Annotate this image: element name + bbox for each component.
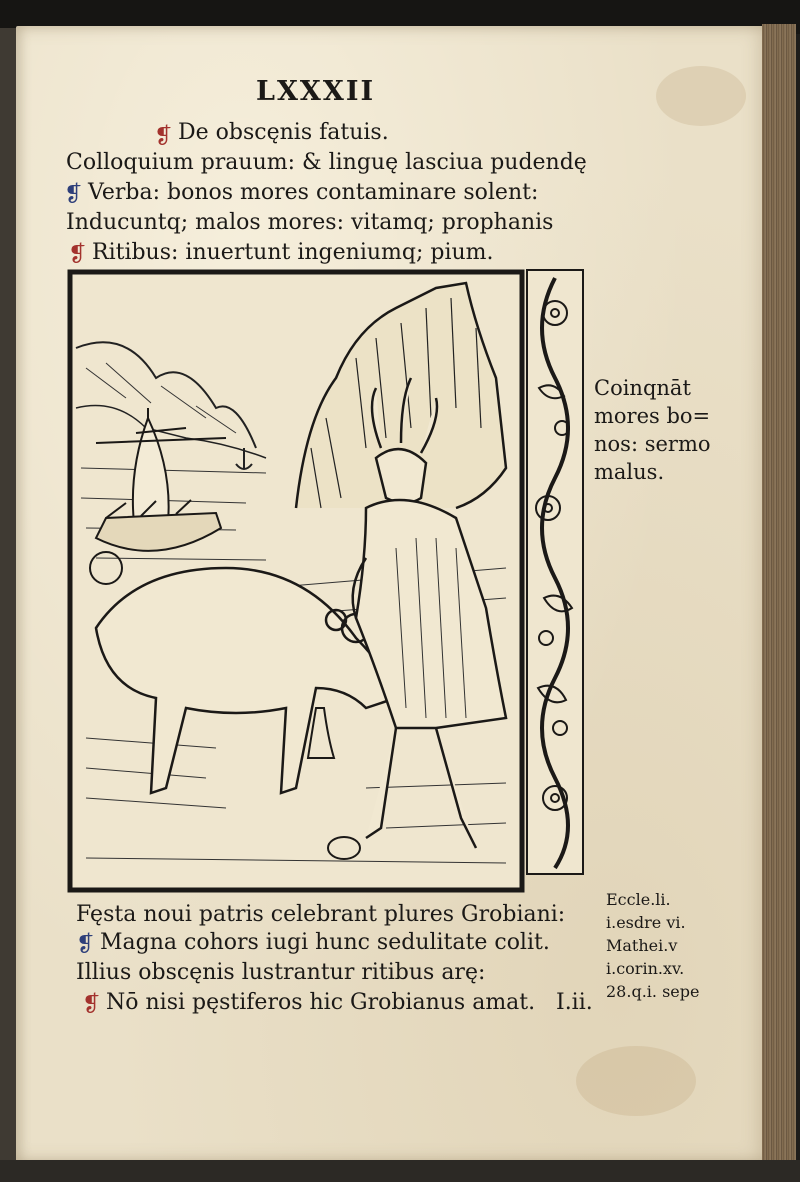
side-gloss-line-2: mores bo= — [594, 404, 711, 428]
verse-line-8: Nō nisi pęstiferos hic Grobianus amat. — [106, 990, 536, 1015]
verse-line-4: Ritibus: inuertunt ingeniumq; pium. — [92, 240, 494, 265]
paragraph-mark-icon: ❡ — [64, 182, 83, 207]
floral-border-strip — [524, 268, 586, 894]
paragraph-mark-icon: ❡ — [82, 992, 101, 1017]
side-gloss-line-4: malus. — [594, 460, 665, 484]
reference-line-4: i.corin.xv. — [606, 959, 685, 978]
paragraph-mark-icon: ❡ — [154, 124, 173, 149]
side-gloss-line-1: Coinqnāt — [594, 376, 691, 400]
margin-signature-mark: I.ii. — [556, 990, 593, 1015]
woodcut-illustration — [66, 268, 526, 894]
paragraph-mark-icon: ❡ — [76, 932, 95, 957]
paragraph-mark-icon: ❡ — [68, 242, 87, 267]
verse-line-2: Verba: bonos mores contaminare solent: — [88, 180, 539, 205]
side-gloss-line-3: nos: sermo — [594, 432, 711, 456]
verse-line-7: Illius obscęnis lustrantur ritibus arę: — [76, 960, 486, 985]
reference-line-5: 28.q.i. sepe — [606, 982, 700, 1001]
page-edges — [762, 24, 796, 1164]
verse-line-6: Magna cohors iugi hunc sedulitate colit. — [100, 930, 550, 955]
verse-line-3: Inducuntq; malos mores: vitamq; prophanis — [66, 210, 554, 235]
binding-board-bottom — [0, 1160, 800, 1182]
folio-number: LXXXII — [256, 76, 376, 107]
verse-line-5: Fęsta noui patris celebrant plures Grobiani: — [76, 902, 566, 927]
reference-line-1: Eccle.li. — [606, 890, 671, 909]
reference-line-2: i.esdre vi. — [606, 913, 686, 932]
verse-line-1: Colloquium prauum: & linguę lasciua pudendę — [66, 150, 587, 175]
reference-line-3: Mathei.v — [606, 936, 678, 955]
section-heading: De obscęnis fatuis. — [178, 120, 389, 145]
